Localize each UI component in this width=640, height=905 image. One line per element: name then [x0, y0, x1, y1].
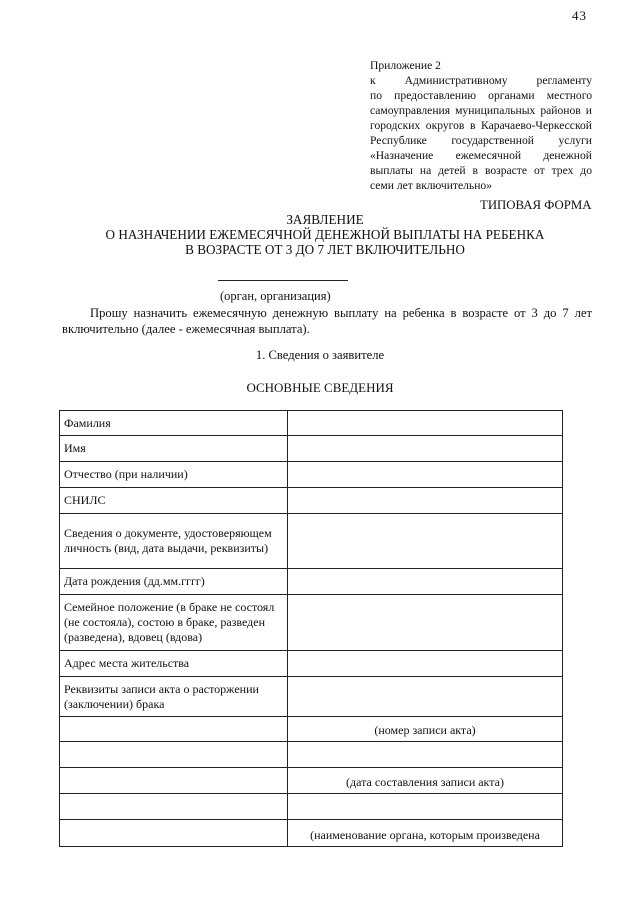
row-label: Отчество (при наличии) — [60, 462, 288, 488]
row-label: СНИЛС — [60, 488, 288, 514]
applicant-info-table — [59, 410, 563, 847]
empty-cell[interactable] — [60, 717, 288, 742]
appendix-line: по предоставлению органами местного — [370, 89, 592, 102]
empty-cell[interactable] — [60, 794, 288, 820]
empty-cell[interactable] — [60, 742, 288, 768]
request-text: Прошу назначить ежемесячную денежную выплату на ребенка в возрасте от 3 до 7 лет включительно (далее - ежемесячная выплата). — [62, 306, 592, 336]
table-row — [60, 794, 563, 820]
record-number-caption: (номер записи акта) — [288, 717, 563, 742]
row-label: Имя — [60, 436, 288, 462]
title-line: О НАЗНАЧЕНИИ ЕЖЕМЕСЯЧНОЙ ДЕНЕЖНОЙ ВЫПЛАТЫ НА РЕБЕНКА — [105, 227, 545, 242]
value-cell[interactable] — [288, 569, 563, 595]
table-row — [60, 411, 563, 436]
appendix-line: «Назначение ежемесячной денежной — [370, 149, 592, 162]
row-label: Семейное положение (в браке не состоял (не состояла), состою в браке, разведен (разведена), вдовец (вдова) — [60, 595, 288, 651]
table-row — [60, 514, 563, 569]
table-row — [60, 488, 563, 514]
appendix-line: Республике государственной услуги — [370, 134, 592, 147]
value-cell[interactable] — [288, 514, 563, 569]
row-label: Адрес места жительства — [60, 651, 288, 677]
row-label: Реквизиты записи акта о расторжении (заключении) брака — [60, 677, 288, 717]
record-date-value-cell[interactable] — [288, 742, 563, 768]
row-label: Фамилия — [60, 411, 288, 436]
value-cell[interactable] — [288, 651, 563, 677]
page-number: 43 — [572, 8, 587, 23]
table-row — [60, 820, 563, 847]
document-title — [40, 212, 610, 257]
row-label: Сведения о документе, удостоверяющем личность (вид, дата выдачи, реквизиты) — [60, 514, 288, 569]
organization-field-line[interactable] — [218, 280, 348, 281]
table-row — [60, 768, 563, 794]
table-row — [60, 569, 563, 595]
value-cell[interactable] — [288, 595, 563, 651]
record-date-caption: (дата составления записи акта) — [288, 768, 563, 794]
value-cell[interactable] — [288, 462, 563, 488]
appendix-line: самоуправления муниципальных районов и — [370, 104, 592, 117]
table-row — [60, 595, 563, 651]
table-row — [60, 436, 563, 462]
section-subheading: ОСНОВНЫЕ СВЕДЕНИЯ — [246, 380, 394, 395]
table-row — [60, 717, 563, 742]
table-row — [60, 651, 563, 677]
value-cell[interactable] — [288, 411, 563, 436]
title-line: ЗАЯВЛЕНИЕ — [286, 212, 364, 227]
form-type-label: ТИПОВАЯ ФОРМА — [480, 198, 592, 212]
value-cell[interactable] — [288, 436, 563, 462]
title-line: В ВОЗРАСТЕ ОТ 3 ДО 7 ЛЕТ ВКЛЮЧИТЕЛЬНО — [185, 242, 465, 257]
authority-caption: (наименование органа, которым произведена — [288, 820, 563, 847]
appendix-line: Приложение 2 — [370, 59, 441, 72]
organization-caption: (орган, организация) — [220, 289, 331, 303]
authority-value-cell[interactable] — [288, 794, 563, 820]
appendix-block — [370, 58, 592, 193]
appendix-line: выплаты на детей в возрасте от трех до — [370, 164, 592, 177]
table-row — [60, 742, 563, 768]
appendix-line: городских округов в Карачаево-Черкесской — [370, 119, 592, 132]
table-row — [60, 677, 563, 717]
appendix-line: семи лет включительно» — [370, 179, 493, 192]
appendix-line: к Административному регламенту — [370, 74, 592, 87]
table-row — [60, 462, 563, 488]
value-cell[interactable] — [288, 677, 563, 717]
empty-cell[interactable] — [60, 768, 288, 794]
section-heading: 1. Сведения о заявителе — [255, 348, 385, 362]
empty-cell[interactable] — [60, 820, 288, 847]
row-label: Дата рождения (дд.мм.гггг) — [60, 569, 288, 595]
value-cell[interactable] — [288, 488, 563, 514]
